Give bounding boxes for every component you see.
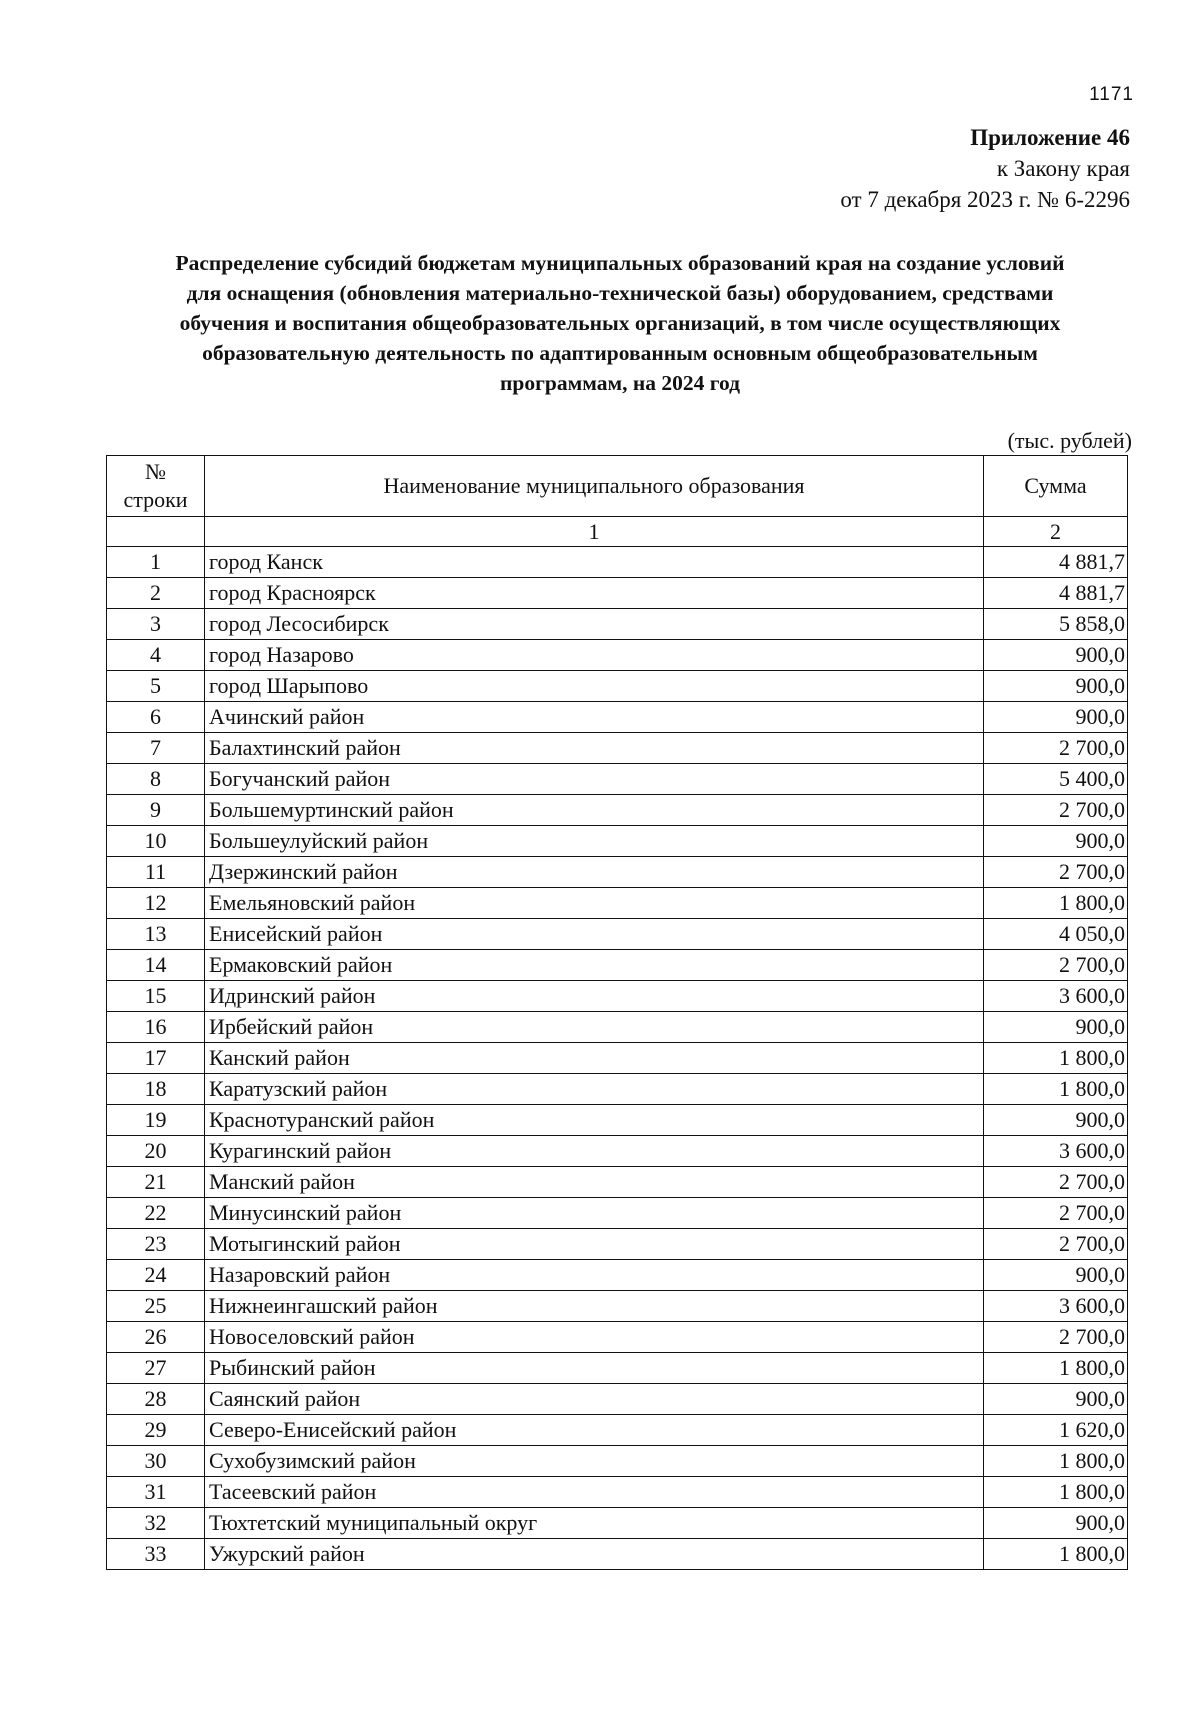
municipality-name-cell: Минусинский район xyxy=(205,1198,984,1229)
sum-cell: 4 881,7 xyxy=(984,547,1128,578)
sum-cell: 2 700,0 xyxy=(984,1167,1128,1198)
column-index-num xyxy=(107,517,205,547)
appendix-law-reference: к Закону края xyxy=(996,156,1130,181)
municipality-name-cell: Большеулуйский район xyxy=(205,826,984,857)
sum-cell: 4 050,0 xyxy=(984,919,1128,950)
municipality-name-cell: Дзержинский район xyxy=(205,857,984,888)
municipality-name-cell: Саянский район xyxy=(205,1384,984,1415)
sum-cell: 1 800,0 xyxy=(984,1353,1128,1384)
municipality-name-cell: Манский район xyxy=(205,1167,984,1198)
table-row xyxy=(107,1012,1128,1043)
sum-cell: 1 800,0 xyxy=(984,1446,1128,1477)
municipality-name-cell: Богучанский район xyxy=(205,764,984,795)
table-header-row xyxy=(107,456,1128,517)
row-number-cell: 19 xyxy=(107,1105,205,1136)
municipality-name-cell: Новоселовский район xyxy=(205,1322,984,1353)
row-number-cell: 6 xyxy=(107,702,205,733)
municipality-name-cell: Мотыгинский район xyxy=(205,1229,984,1260)
sum-cell: 900,0 xyxy=(984,702,1128,733)
sum-cell: 4 881,7 xyxy=(984,578,1128,609)
row-number-cell: 26 xyxy=(107,1322,205,1353)
table-row xyxy=(107,1043,1128,1074)
table-row xyxy=(107,857,1128,888)
table-row xyxy=(107,826,1128,857)
municipality-name-cell: город Лесосибирск xyxy=(205,609,984,640)
sum-cell: 900,0 xyxy=(984,1508,1128,1539)
municipality-name-cell: Краснотуранский район xyxy=(205,1105,984,1136)
appendix-block xyxy=(840,122,1130,215)
table-row xyxy=(107,1415,1128,1446)
municipality-name-cell: Тасеевский район xyxy=(205,1477,984,1508)
sum-cell: 900,0 xyxy=(984,1012,1128,1043)
table-row xyxy=(107,1229,1128,1260)
row-number-cell: 15 xyxy=(107,981,205,1012)
sum-cell: 900,0 xyxy=(984,640,1128,671)
table-row xyxy=(107,888,1128,919)
table-row xyxy=(107,795,1128,826)
sum-cell: 900,0 xyxy=(984,671,1128,702)
municipality-name-cell: город Назарово xyxy=(205,640,984,671)
row-number-cell: 29 xyxy=(107,1415,205,1446)
table-body xyxy=(107,547,1128,1570)
sum-cell: 2 700,0 xyxy=(984,1322,1128,1353)
appendix-title: Приложение 46 xyxy=(970,125,1130,150)
municipality-name-cell: Курагинский район xyxy=(205,1136,984,1167)
row-number-cell: 20 xyxy=(107,1136,205,1167)
sum-cell: 1 800,0 xyxy=(984,1539,1128,1570)
table-row xyxy=(107,640,1128,671)
row-number-cell: 30 xyxy=(107,1446,205,1477)
row-number-cell: 27 xyxy=(107,1353,205,1384)
municipality-name-cell: Канский район xyxy=(205,1043,984,1074)
table-row xyxy=(107,1446,1128,1477)
sum-cell: 1 800,0 xyxy=(984,1074,1128,1105)
title-line: обучения и воспитания общеобразовательных организаций, в том числе осуществляющих xyxy=(179,311,1061,335)
municipality-name-cell: Ачинский район xyxy=(205,702,984,733)
row-number-cell: 7 xyxy=(107,733,205,764)
sum-cell: 900,0 xyxy=(984,1105,1128,1136)
row-number-cell: 5 xyxy=(107,671,205,702)
row-number-cell: 14 xyxy=(107,950,205,981)
sum-cell: 2 700,0 xyxy=(984,1198,1128,1229)
sum-cell: 2 700,0 xyxy=(984,795,1128,826)
municipality-name-cell: Большемуртинский район xyxy=(205,795,984,826)
table-row xyxy=(107,1353,1128,1384)
title-line: программам, на 2024 год xyxy=(500,371,740,395)
title-line: для оснащения (обновления материально-технической базы) оборудованием, средствами xyxy=(186,281,1054,305)
distribution-table-container xyxy=(106,455,1128,1570)
table-row xyxy=(107,1508,1128,1539)
sum-cell: 5 400,0 xyxy=(984,764,1128,795)
header-num-symbol: № xyxy=(145,459,166,484)
table-row xyxy=(107,733,1128,764)
table-row xyxy=(107,1074,1128,1105)
row-number-cell: 11 xyxy=(107,857,205,888)
title-line: Распределение субсидий бюджетам муниципальных образований края на создание условий xyxy=(175,251,1065,275)
municipality-name-cell: Сухобузимский район xyxy=(205,1446,984,1477)
page-number: 1171 xyxy=(1089,84,1134,105)
table-row xyxy=(107,547,1128,578)
header-sum: Сумма xyxy=(984,456,1128,517)
row-number-cell: 8 xyxy=(107,764,205,795)
table-row xyxy=(107,671,1128,702)
sum-cell: 2 700,0 xyxy=(984,950,1128,981)
row-number-cell: 1 xyxy=(107,547,205,578)
sum-cell: 1 620,0 xyxy=(984,1415,1128,1446)
distribution-table xyxy=(106,455,1128,1570)
sum-cell: 3 600,0 xyxy=(984,1291,1128,1322)
row-number-cell: 4 xyxy=(107,640,205,671)
municipality-name-cell: Назаровский район xyxy=(205,1260,984,1291)
municipality-name-cell: Балахтинский район xyxy=(205,733,984,764)
row-number-cell: 2 xyxy=(107,578,205,609)
municipality-name-cell: Тюхтетский муниципальный округ xyxy=(205,1508,984,1539)
title-line: образовательную деятельность по адаптированным основным общеобразовательным xyxy=(202,341,1038,365)
sum-cell: 2 700,0 xyxy=(984,857,1128,888)
table-row xyxy=(107,1322,1128,1353)
table-row xyxy=(107,1291,1128,1322)
municipality-name-cell: Ужурский район xyxy=(205,1539,984,1570)
sum-cell: 1 800,0 xyxy=(984,1043,1128,1074)
table-row xyxy=(107,578,1128,609)
row-number-cell: 12 xyxy=(107,888,205,919)
column-index-sum: 2 xyxy=(984,517,1128,547)
municipality-name-cell: город Канск xyxy=(205,547,984,578)
row-number-cell: 13 xyxy=(107,919,205,950)
appendix-law-date: от 7 декабря 2023 г. № 6-2296 xyxy=(840,187,1130,212)
sum-cell: 2 700,0 xyxy=(984,1229,1128,1260)
table-row xyxy=(107,1136,1128,1167)
municipality-name-cell: Нижнеингашский район xyxy=(205,1291,984,1322)
municipality-name-cell: Идринский район xyxy=(205,981,984,1012)
sum-cell: 5 858,0 xyxy=(984,609,1128,640)
table-row xyxy=(107,702,1128,733)
table-row xyxy=(107,764,1128,795)
row-number-cell: 31 xyxy=(107,1477,205,1508)
sum-cell: 1 800,0 xyxy=(984,1477,1128,1508)
table-row xyxy=(107,1167,1128,1198)
table-row xyxy=(107,919,1128,950)
sum-cell: 3 600,0 xyxy=(984,981,1128,1012)
row-number-cell: 24 xyxy=(107,1260,205,1291)
row-number-cell: 33 xyxy=(107,1539,205,1570)
sum-cell: 2 700,0 xyxy=(984,733,1128,764)
table-row xyxy=(107,1539,1128,1570)
sum-cell: 900,0 xyxy=(984,1384,1128,1415)
table-row xyxy=(107,981,1128,1012)
row-number-cell: 21 xyxy=(107,1167,205,1198)
row-number-cell: 17 xyxy=(107,1043,205,1074)
municipality-name-cell: Каратузский район xyxy=(205,1074,984,1105)
municipality-name-cell: Северо-Енисейский район xyxy=(205,1415,984,1446)
table-row xyxy=(107,1260,1128,1291)
municipality-name-cell: Ирбейский район xyxy=(205,1012,984,1043)
municipality-name-cell: Емельяновский район xyxy=(205,888,984,919)
municipality-name-cell: город Шарыпово xyxy=(205,671,984,702)
municipality-name-cell: город Красноярск xyxy=(205,578,984,609)
units-label: (тыс. рублей) xyxy=(1007,428,1132,453)
municipality-name-cell: Енисейский район xyxy=(205,919,984,950)
document-title xyxy=(100,248,1140,398)
table-row xyxy=(107,950,1128,981)
row-number-cell: 25 xyxy=(107,1291,205,1322)
municipality-name-cell: Рыбинский район xyxy=(205,1353,984,1384)
table-row xyxy=(107,609,1128,640)
row-number-cell: 22 xyxy=(107,1198,205,1229)
sum-cell: 1 800,0 xyxy=(984,888,1128,919)
table-column-index-row xyxy=(107,517,1128,547)
sum-cell: 3 600,0 xyxy=(984,1136,1128,1167)
sum-cell: 900,0 xyxy=(984,1260,1128,1291)
table-row xyxy=(107,1384,1128,1415)
row-number-cell: 32 xyxy=(107,1508,205,1539)
row-number-cell: 10 xyxy=(107,826,205,857)
row-number-cell: 16 xyxy=(107,1012,205,1043)
table-row xyxy=(107,1198,1128,1229)
municipality-name-cell: Ермаковский район xyxy=(205,950,984,981)
header-municipality-name: Наименование муниципального образования xyxy=(205,456,984,517)
sum-cell: 900,0 xyxy=(984,826,1128,857)
row-number-cell: 28 xyxy=(107,1384,205,1415)
row-number-cell: 9 xyxy=(107,795,205,826)
row-number-cell: 18 xyxy=(107,1074,205,1105)
header-row-number xyxy=(107,456,205,517)
column-index-name: 1 xyxy=(205,517,984,547)
row-number-cell: 23 xyxy=(107,1229,205,1260)
header-num-label: строки xyxy=(123,487,188,512)
table-row xyxy=(107,1477,1128,1508)
table-row xyxy=(107,1105,1128,1136)
row-number-cell: 3 xyxy=(107,609,205,640)
